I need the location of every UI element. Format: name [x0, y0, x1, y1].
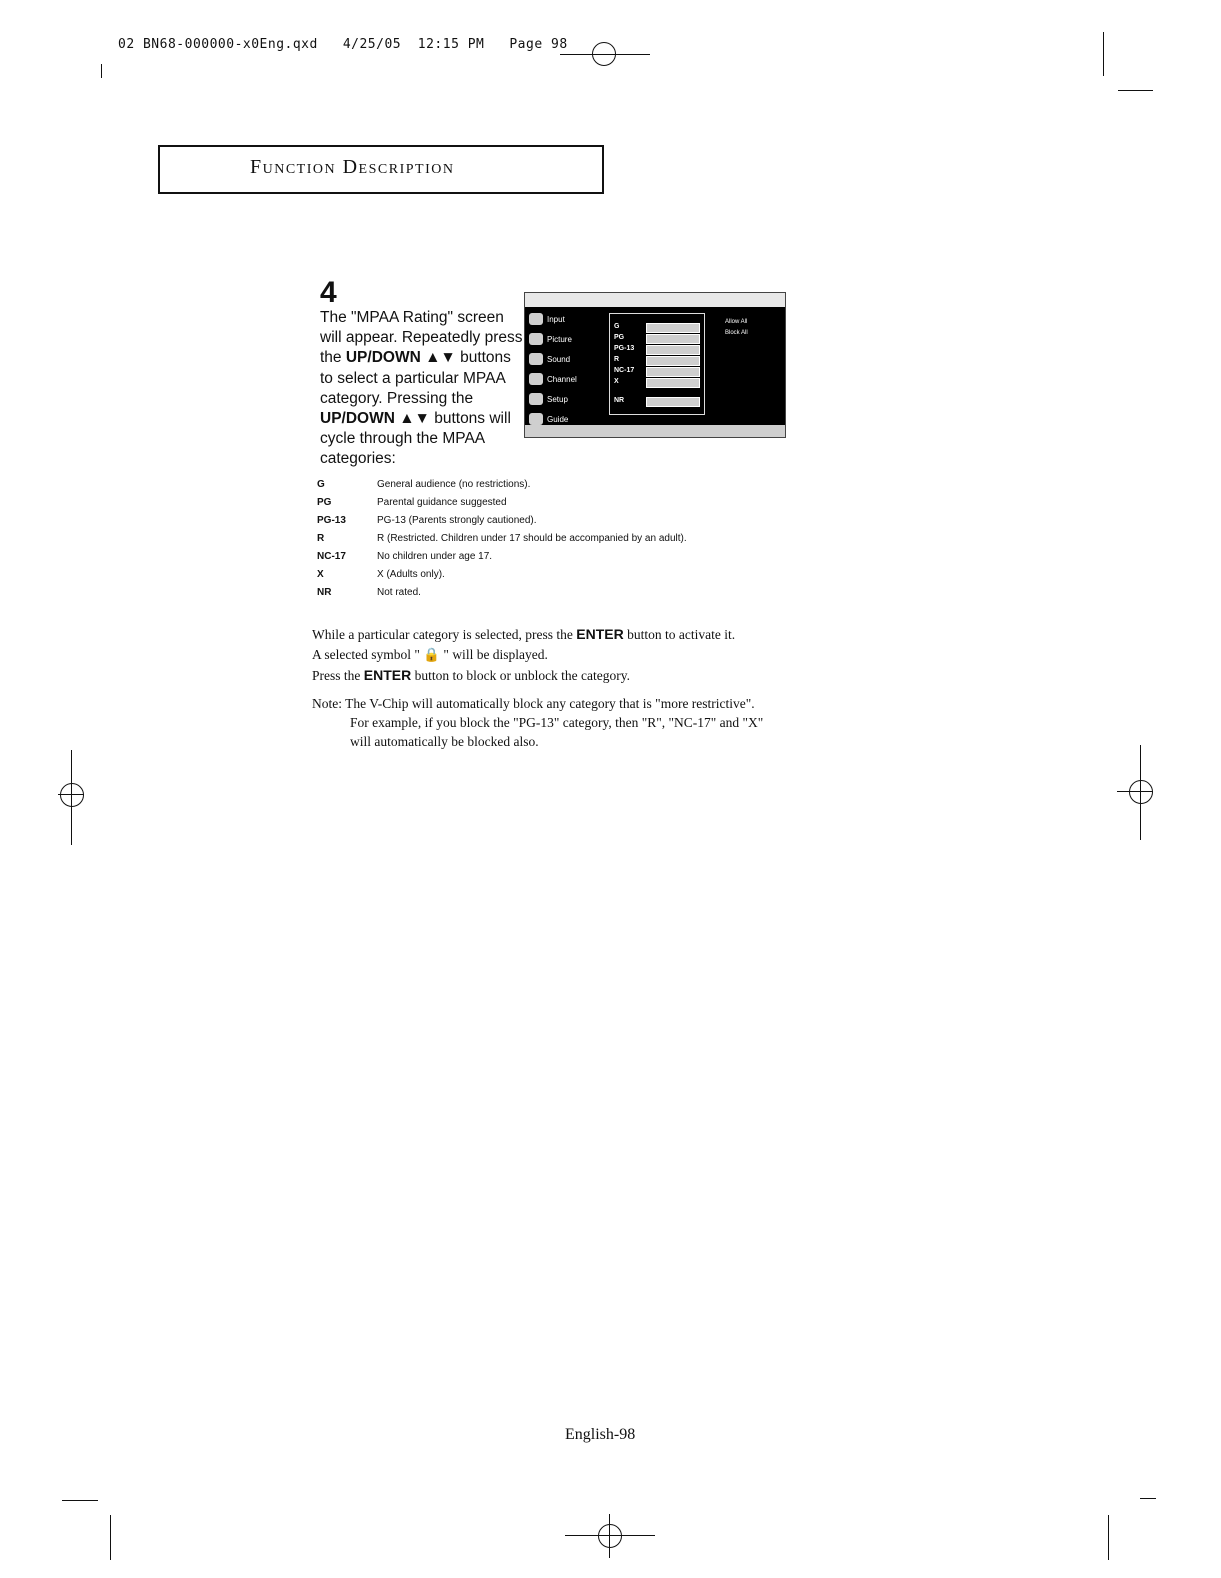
ratings-list: [317, 479, 837, 605]
tv-menu: [527, 311, 605, 431]
tv-title-bar: [525, 293, 785, 307]
instruction-line: Press the ENTER button to block or unblock the category.: [312, 667, 631, 683]
crop-mark: [1117, 791, 1153, 792]
note: [312, 694, 852, 751]
rating-row: PG Parental guidance suggested: [317, 497, 507, 508]
tv-rating-panel: [609, 313, 705, 415]
step-text: The "MPAA Rating" screen will appear. Repeatedly press the UP/DOWN ▲▼ buttons to select a particular MPAA category. Pressing the UP/DOWN ▲▼ buttons will cycle through the MPAA categories:: [320, 309, 523, 468]
note-line: For example, if you block the "PG-13" category, then "R", "NC-17" and "X": [350, 715, 764, 730]
tv-menu-item: Setup: [527, 391, 605, 411]
rating-row: NC-17 No children under age 17.: [317, 551, 493, 562]
registration-mark: [598, 1524, 622, 1548]
tv-rating-row: PG: [614, 333, 700, 344]
sound-icon: [529, 353, 543, 365]
setup-icon: [529, 393, 543, 405]
tv-rating-row: R: [614, 355, 700, 366]
tv-screenshot: [524, 292, 786, 438]
crop-mark: [1118, 90, 1153, 91]
crop-mark: [62, 1500, 98, 1501]
tv-rating-row: X: [614, 377, 700, 388]
registration-mark: [592, 42, 616, 66]
crop-mark: [1108, 1515, 1109, 1560]
channel-icon: [529, 373, 543, 385]
tv-rating-row: NR: [614, 396, 700, 407]
tv-menu-item: Picture: [527, 331, 605, 351]
crop-mark: [1140, 1498, 1156, 1499]
crop-mark: [101, 64, 102, 78]
tv-menu-item: Sound: [527, 351, 605, 371]
input-icon: [529, 313, 543, 325]
tv-menu-item: Guide: [527, 411, 605, 431]
crop-mark: [565, 1535, 655, 1536]
tv-rating-row: NC-17: [614, 366, 700, 377]
picture-icon: [529, 333, 543, 345]
crop-mark: [609, 1514, 610, 1558]
page-number: English-98: [565, 1426, 636, 1443]
rating-row: R R (Restricted. Children under 17 should be accompanied by an adult).: [317, 533, 687, 544]
crop-mark: [110, 1515, 111, 1560]
rating-row: G General audience (no restrictions).: [317, 479, 531, 490]
tv-rating-row: G: [614, 322, 700, 333]
print-slug: 02 BN68-000000-x0Eng.qxd 4/25/05 12:15 PM Page 98: [118, 37, 568, 52]
tv-rating-row: PG-13: [614, 344, 700, 355]
step-number: 4: [320, 276, 337, 309]
rating-row: NR Not rated.: [317, 587, 421, 598]
crop-mark: [1103, 32, 1104, 76]
crop-mark: [58, 794, 84, 795]
guide-icon: [529, 413, 543, 425]
tv-menu-item: Input: [527, 311, 605, 331]
instruction-line: While a particular category is selected, press the ENTER button to activate it.: [312, 626, 736, 642]
rating-row: PG-13 PG-13 (Parents strongly cautioned).: [317, 515, 537, 526]
instruction-paragraph: [312, 624, 852, 686]
note-line: will automatically be blocked also.: [350, 734, 539, 749]
tv-status-bar: [525, 425, 785, 437]
rating-row: X X (Adults only).: [317, 569, 445, 580]
tv-options: Allow All Block All: [725, 319, 748, 336]
registration-mark: [1129, 780, 1153, 804]
registration-mark: [60, 783, 84, 807]
section-title: Function Description: [250, 156, 455, 178]
tv-menu-item: Channel: [527, 371, 605, 391]
instruction-line: A selected symbol " 🔒 " will be displayed.: [312, 647, 548, 662]
note-line: Note: The V-Chip will automatically block any category that is "more restrictive".: [312, 696, 755, 711]
